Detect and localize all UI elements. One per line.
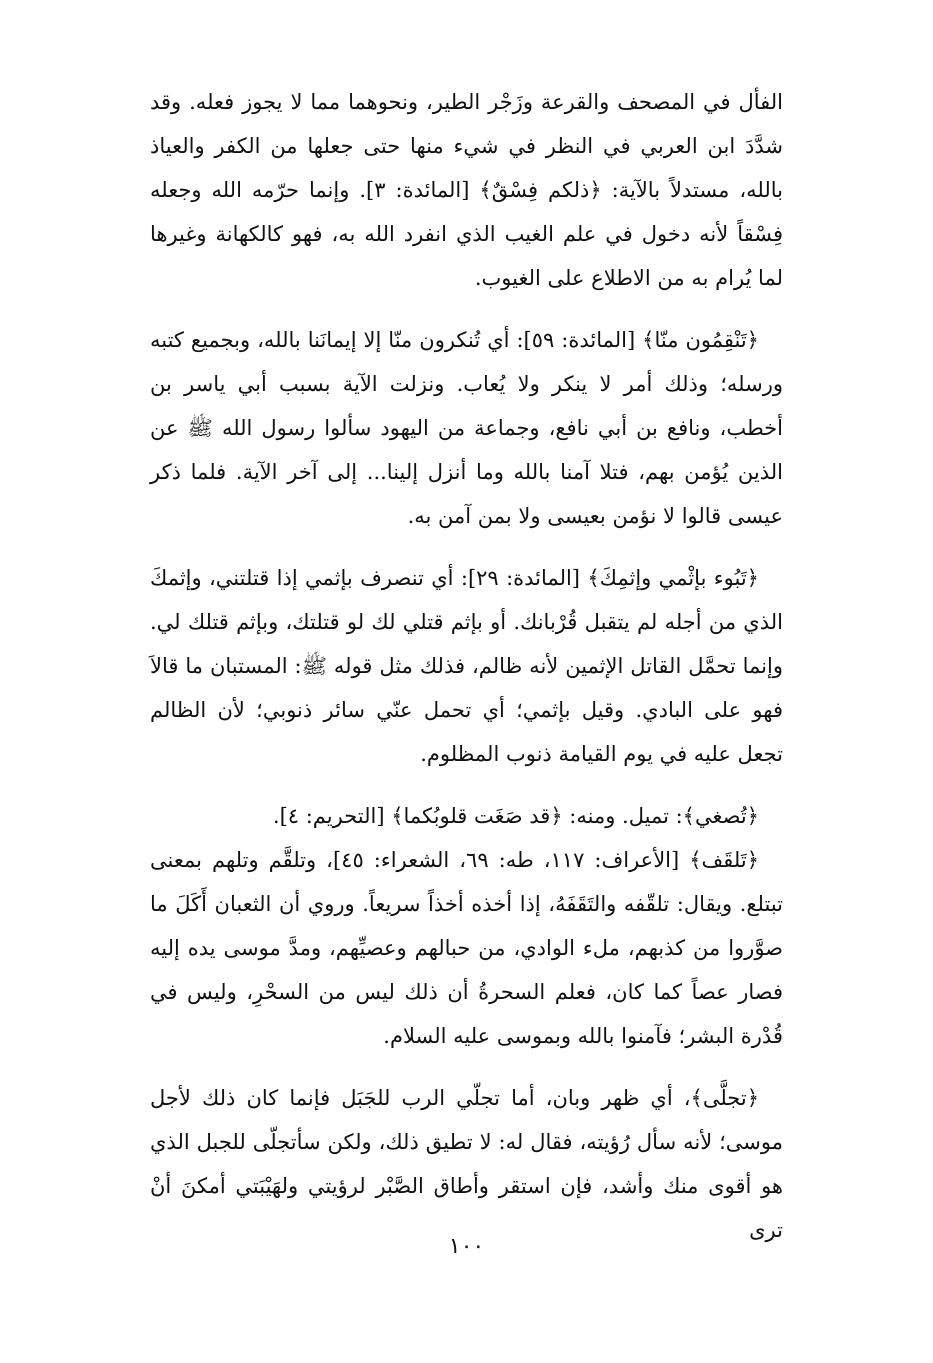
paragraph-tanqimun: ﴿تَنْقِمُون منّا﴾ [المائدة: ٥٩]: أي تُنكرون منّا إلا إيمانَنا بالله، وبجميع كتبه ورسله؛ وذلك أمر لا ينكر ولا يُعاب. ونزلت الآية بسبب أبي ياسر بن أخطب، ونافع بن أبي نافع، وجماعة من اليهود سألوا رسول الله ﷺ عن الذين يُؤمن بهم، فتلا آمنا بالله وما أنزل إلينا... إلى آخر الآية. فلما ذكر عيسى قالوا لا نؤمن بعيسى ولا بمن آمن به. <box>150 328 783 528</box>
paragraph-talqaf: ﴿تَلقَف﴾ [الأعراف: ١١٧، طه: ٦٩، الشعراء: ٤٥]، وتلقَّم وتلهم بمعنى تبتلع. ويقال: تلقّفه والتَقَفَهُ، إذا أخذه أخذاً سريعاً. وروي أن الثعبان أَكَلَ ما صوَّروا من كذبهم، ملء الوادي، من حبالهم وعصيِّهم، ومدَّ موسى يده إليه فصار عصاً كما كان، فعلم السحرةُ أن ذلك ليس من السحْرِ، وليس في قُدْرة البشر؛ فآمنوا بالله وبموسى عليه السلام. <box>150 848 783 1048</box>
page-number: ١٠٠ <box>448 1234 485 1259</box>
paragraph-tajalla: ﴿تجلَّى﴾، أي ظهر وبان، أما تجلّي الرب للجَبَل فإنما كان ذلك لأجل موسى؛ لأنه سأل رُؤيته، فقال له: لا تطيق ذلك، ولكن سأتجلّى للجبل الذي هو أقوى منك وأشد، فإن استقر وأطاق الصَّبْر لرؤيتي ولهَيْبَتي أمكنَ أنْ ترى <box>150 1086 783 1242</box>
paragraph-fal: الفأل في المصحف والقرعة وزَجْر الطير، ونحوهما مما لا يجوز فعله. وقد شدَّدَ ابن العربي في النظر في شيء منها حتى جعلها من الكفر والعياذ بالله، مستدلاً بالآية: ﴿ذلكم فِسْقٌ﴾ [المائدة: ٣]. وإنما حرّمه الله وجعله فِسْقاً لأنه دخول في علم الغيب الذي انفرد الله به، فهو كالكهانة وغيرها لما يُرام به من الاطلاع على الغيوب. <box>150 90 784 290</box>
paragraph-tusghi: ﴿تُصغي﴾: تميل. ومنه: ﴿قد صَغَت قلوبُكما﴾ [التحريم: ٤]. <box>272 804 759 828</box>
paragraph-tabua: ﴿تَبُوء بإثْمي وإثمِكَ﴾ [المائدة: ٢٩]: أي تنصرف بإثمي إذا قتلتني، وإثمكَ الذي من أجله لم يتقبل قُرْبانك. أو بإثم قتلي لك لو قتلتك، وبإثم قتلك لي. وإنما تحمَّل القاتل الإثمين لأنه ظالم، فذلك مثل قوله ﷺ: المستبان ما قالاَ فهو على البادي. وقيل بإثمي؛ أي تحمل عنّي سائر ذنوبي؛ لأن الظالم تجعل عليه في يوم القيامة ذنوب المظلوم. <box>150 566 784 766</box>
body-text <box>150 80 783 1252</box>
